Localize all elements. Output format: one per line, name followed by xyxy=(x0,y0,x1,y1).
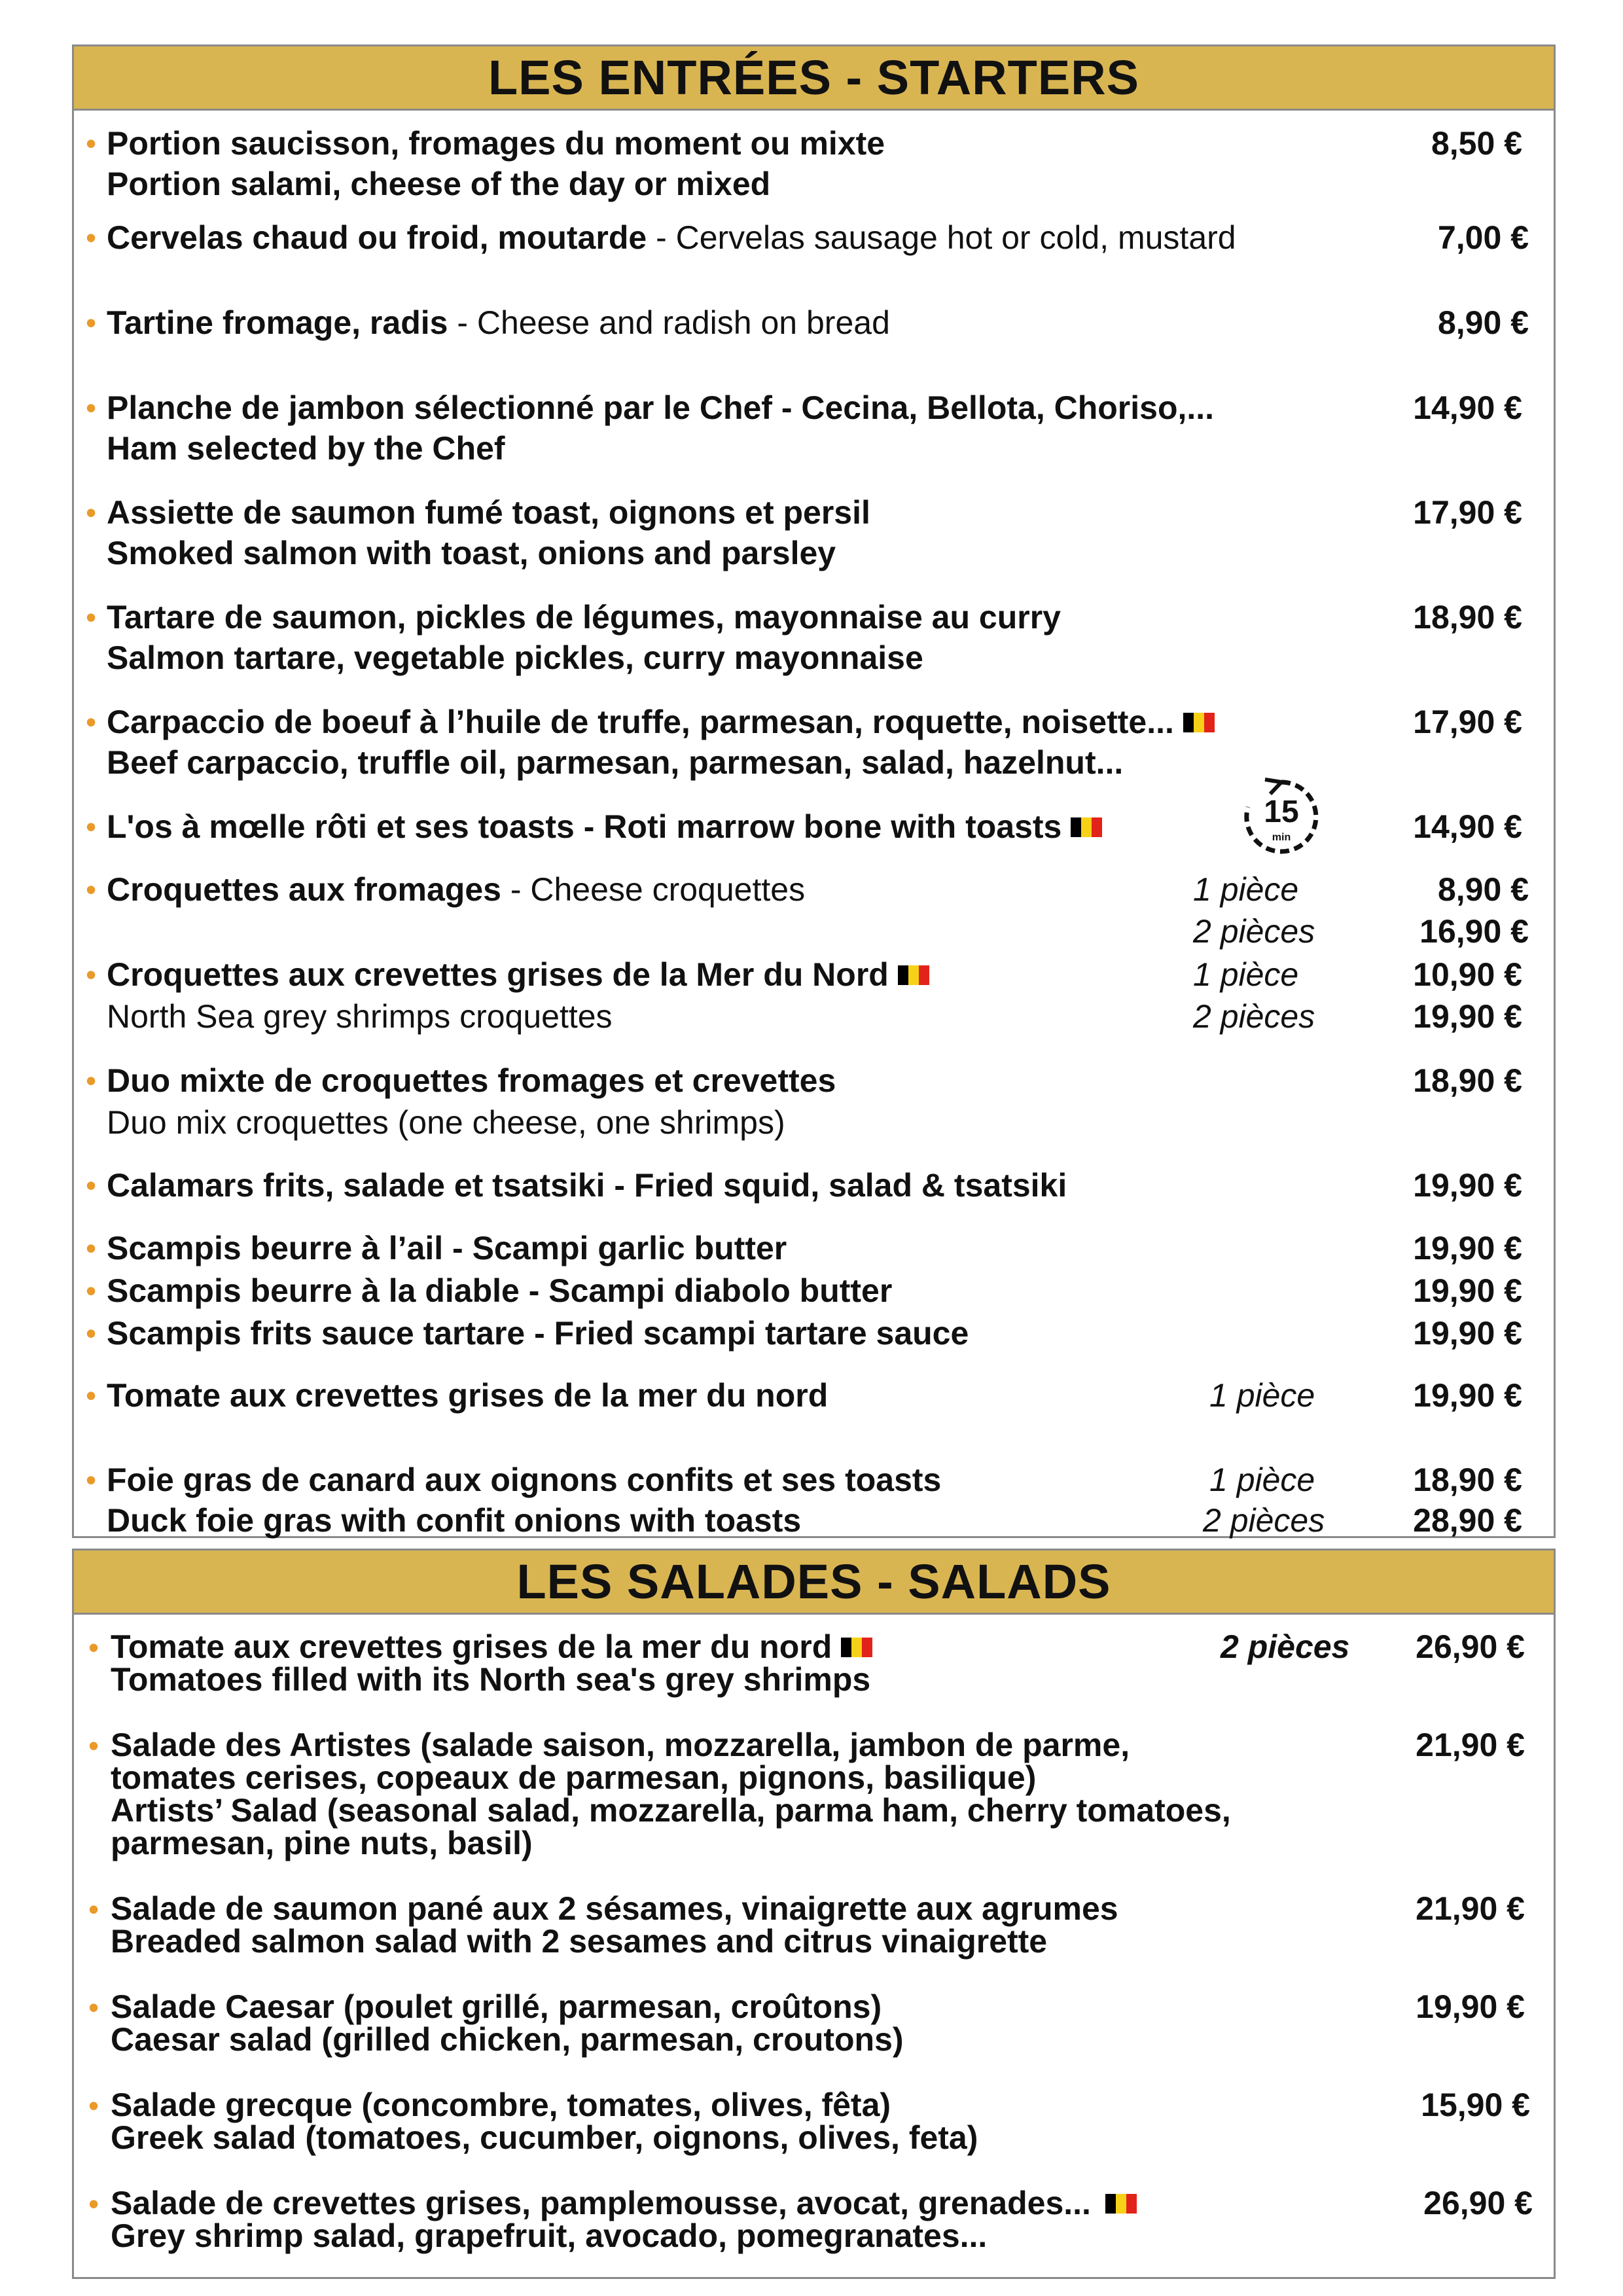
item-name-en: - Scampi diabolo butter xyxy=(519,1272,893,1309)
bullet-icon: • xyxy=(86,810,97,844)
item-name-en: - Scampi garlic butter xyxy=(443,1230,787,1266)
item-name-fr: Duo mixte de croquettes fromages et crevettes xyxy=(107,1062,836,1099)
bullet-icon: • xyxy=(88,1892,99,1926)
item-qty: 2 pièces xyxy=(1193,998,1315,1035)
item-price: 8,90 € xyxy=(1437,871,1529,908)
item-name-en: Beef carpaccio, truffle oil, parmesan, parmesan, salad, hazelnut... xyxy=(107,744,1124,781)
bullet-icon: • xyxy=(86,1316,97,1350)
belgian-flag-icon xyxy=(898,965,929,985)
belgian-flag-icon xyxy=(1071,817,1102,837)
item-name-fr: Croquettes aux fromages xyxy=(107,871,501,908)
item-price: 19,90 € xyxy=(1413,1377,1522,1414)
item-name-fr: Planche de jambon sélectionné par le Chef - Cecina, Bellota, Choriso,... xyxy=(107,389,1215,426)
bullet-icon: • xyxy=(86,600,97,634)
item-qty: 1 pièce xyxy=(1193,871,1299,908)
bullet-icon: • xyxy=(86,1064,97,1098)
item-name-en: Portion salami, cheese of the day or mixed xyxy=(107,166,771,202)
item-qty: 2 pièces xyxy=(1203,1502,1325,1539)
bullet-icon: • xyxy=(86,126,97,160)
item-name-fr: Salade de saumon pané aux 2 sésames, vinaigrette aux agrumes xyxy=(111,1890,1118,1927)
item-price: 21,90 € xyxy=(1416,1890,1525,1927)
item-qty: 1 pièce xyxy=(1209,1377,1315,1414)
item-name-fr: Scampis frits sauce tartare xyxy=(107,1315,526,1352)
item-name-fr: Tartare de saumon, pickles de légumes, mayonnaise au curry xyxy=(107,599,1061,636)
item-price: 16,90 € xyxy=(1419,913,1529,950)
item-price: 19,90 € xyxy=(1416,1988,1525,2025)
section-title: LES ENTRÉES - STARTERS xyxy=(488,50,1140,105)
item-name-en: - Cheese croquettes xyxy=(501,871,806,908)
item-name-fr: Cervelas chaud ou froid, moutarde xyxy=(107,219,647,256)
item-name-en: Breaded salmon salad with 2 sesames and citrus vinaigrette xyxy=(111,1923,1048,1960)
belgian-flag-icon xyxy=(1105,2194,1137,2214)
bullet-icon: • xyxy=(86,1231,97,1265)
item-name-en: - Fried scampi tartare sauce xyxy=(525,1315,969,1352)
item-name-en: - Cheese and radish on bread xyxy=(448,304,890,341)
bullet-icon: • xyxy=(86,1274,97,1308)
bullet-icon: • xyxy=(86,221,97,255)
item-price: 8,90 € xyxy=(1437,304,1529,341)
item-name-en-2: parmesan, pine nuts, basil) xyxy=(111,1825,533,1861)
bullet-icon: • xyxy=(86,306,97,340)
item-qty: 1 pièce xyxy=(1209,1462,1315,1498)
item-price: 26,90 € xyxy=(1423,2185,1533,2221)
item-name-en: Duck foie gras with confit onions with toasts xyxy=(107,1502,802,1539)
item-price: 19,90 € xyxy=(1413,1315,1522,1352)
bullet-icon: • xyxy=(86,495,97,529)
item-qty: 2 pièces xyxy=(1193,913,1315,950)
item-name-fr: Salade grecque (concombre, tomates, olives, fêta) xyxy=(111,2087,891,2123)
item-price: 18,90 € xyxy=(1413,1462,1522,1498)
item-name-en: Caesar salad (grilled chicken, parmesan, croutons) xyxy=(111,2021,904,2058)
bullet-icon: • xyxy=(86,391,97,425)
bullet-icon: • xyxy=(86,872,97,906)
item-price: 17,90 € xyxy=(1413,704,1522,740)
item-price: 10,90 € xyxy=(1413,956,1522,993)
item-name-fr: Portion saucisson, fromages du moment ou mixte xyxy=(107,125,885,162)
item-name-en: Smoked salmon with toast, onions and parsley xyxy=(107,535,836,571)
item-name-fr: Foie gras de canard aux oignons confits et ses toasts xyxy=(107,1462,942,1498)
item-price: 14,90 € xyxy=(1413,389,1522,426)
bullet-icon: • xyxy=(86,1378,97,1412)
bullet-icon: • xyxy=(88,1630,99,1664)
item-price: 19,90 € xyxy=(1413,1230,1522,1266)
item-price: 18,90 € xyxy=(1413,1062,1522,1099)
bullet-icon: • xyxy=(86,1463,97,1497)
bullet-icon: • xyxy=(86,958,97,992)
item-name-fr-2: tomates cerises, copeaux de parmesan, pignons, basilique) xyxy=(111,1759,1037,1796)
item-name-en: Duo mix croquettes (one cheese, one shrimps) xyxy=(107,1104,785,1141)
item-name-en: - Roti marrow bone with toasts xyxy=(574,808,1062,845)
item-name-fr: Calamars frits, salade et tsatsiki xyxy=(107,1167,605,1204)
belgian-flag-icon xyxy=(1183,713,1215,732)
item-name-en: Ham selected by the Chef xyxy=(107,430,505,467)
bullet-icon: • xyxy=(88,2187,99,2221)
salads-banner xyxy=(74,1551,1554,1615)
bullet-icon: • xyxy=(88,2089,99,2123)
item-price: 18,90 € xyxy=(1413,599,1522,636)
item-price: 17,90 € xyxy=(1413,494,1522,531)
starters-banner xyxy=(74,46,1554,111)
item-price: 21,90 € xyxy=(1416,1727,1525,1763)
item-name-fr: Tomate aux crevettes grises de la mer du nord xyxy=(111,1628,832,1665)
item-price: 15,90 € xyxy=(1421,2087,1530,2123)
timer-unit: min xyxy=(1272,832,1291,843)
item-name-fr: Salade Caesar (poulet grillé, parmesan, croûtons) xyxy=(111,1988,882,2025)
item-name-fr: Tomate aux crevettes grises de la mer du nord xyxy=(107,1377,829,1414)
item-name-fr: Scampis beurre à l’ail xyxy=(107,1230,444,1266)
item-name-fr: Tartine fromage, radis xyxy=(107,304,448,341)
item-name-fr: Croquettes aux crevettes grises de la Mer du Nord xyxy=(107,956,889,993)
item-name-en: Salmon tartare, vegetable pickles, curry mayonnaise xyxy=(107,639,923,676)
item-qty: 2 pièces xyxy=(1221,1628,1350,1665)
item-name-fr: L'os à mœlle rôti et ses toasts xyxy=(107,808,575,845)
bullet-icon: • xyxy=(86,1168,97,1202)
item-name-en: Tomatoes filled with its North sea's grey shrimps xyxy=(111,1661,871,1698)
item-qty: 1 pièce xyxy=(1193,956,1299,993)
bullet-icon: • xyxy=(88,1729,99,1763)
item-price: 8,50 € xyxy=(1431,125,1522,162)
item-name-en: North Sea grey shrimps croquettes xyxy=(107,998,613,1035)
item-name-fr: Scampis beurre à la diable xyxy=(107,1272,520,1309)
item-price: 19,90 € xyxy=(1413,998,1522,1035)
item-name-en: Grey shrimp salad, grapefruit, avocado, pomegranates... xyxy=(111,2217,988,2254)
item-name-en: - Cervelas sausage hot or cold, mustard xyxy=(647,219,1236,256)
item-name-fr: Carpaccio de boeuf à l’huile de truffe, parmesan, roquette, noisette... xyxy=(107,704,1174,740)
timer-value: 15 xyxy=(1264,795,1299,829)
bullet-icon: • xyxy=(86,705,97,739)
item-price: 7,00 € xyxy=(1437,219,1529,256)
item-price: 28,90 € xyxy=(1413,1502,1522,1539)
item-name-fr: Assiette de saumon fumé toast, oignons et persil xyxy=(107,494,870,531)
stopwatch-icon xyxy=(1239,774,1324,859)
item-name-en: Artists’ Salad (seasonal salad, mozzarella, parma ham, cherry tomatoes, xyxy=(111,1792,1231,1829)
item-name-fr: Salade des Artistes (salade saison, mozzarella, jambon de parme, xyxy=(111,1727,1130,1763)
item-name-fr: Salade de crevettes grises, pamplemousse, avocat, grenades... xyxy=(111,2185,1091,2221)
item-price: 26,90 € xyxy=(1416,1628,1525,1665)
item-price: 14,90 € xyxy=(1413,808,1522,845)
bullet-icon: • xyxy=(88,1990,99,2024)
salads-section xyxy=(72,1549,1556,2279)
item-name-en: - Fried squid, salad & tsatsiki xyxy=(605,1167,1067,1204)
belgian-flag-icon xyxy=(841,1638,872,1657)
item-name-en: Greek salad (tomatoes, cucumber, oignons, olives, feta) xyxy=(111,2119,978,2156)
item-price: 19,90 € xyxy=(1413,1272,1522,1309)
starters-section xyxy=(72,45,1556,1538)
item-price: 19,90 € xyxy=(1413,1167,1522,1204)
section-title: LES SALADES - SALADS xyxy=(516,1554,1111,1609)
